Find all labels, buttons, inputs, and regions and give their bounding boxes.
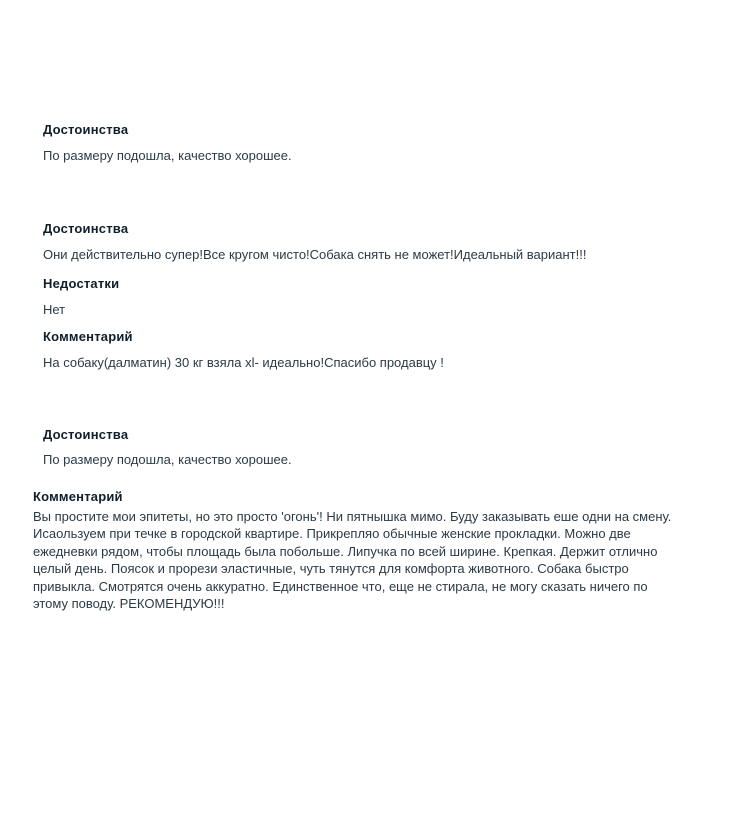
review-2-comment-text: На собаку(далматин) 30 кг взяла xl- идеально!Спасибо продавцу ! xyxy=(43,355,444,370)
review-1-advantages-text: По размеру подошла, качество хорошее. xyxy=(43,148,292,163)
review-4-comment-heading: Комментарий xyxy=(33,489,123,504)
review-3-advantages-text: По размеру подошла, качество хорошее. xyxy=(43,452,292,467)
review-2-disadvantages-heading: Недостатки xyxy=(43,276,120,291)
review-2-disadvantages-text: Нет xyxy=(43,302,66,317)
review-2-advantages-text: Они действительно супер!Все кругом чисто!Собака снять не может!Идеальный вариант!!! xyxy=(43,247,587,262)
review-3-advantages-heading: Достоинства xyxy=(43,427,129,442)
review-4-comment-text: Вы простите мои эпитеты, но это просто 'огонь'! Ни пятнышка мимо. Буду заказывать еше одни на смену. Исаользуем при течке в городской квартире. Прикрепляо обычные женские прокладки. Можно две ежедневки рядом, чтобы площадь была побольше. Липучка по всей ширине. Крепкая. Держит отлично целый день. Поясок и прорези эластичные, чуть тянутся для комфорта животного. Собака быстро привыкла. Смотрятся очень аккуратно. Единственное что, еще не стирала, не могу сказать ничего по этому поводу. РЕКОМЕНДУЮ!!! xyxy=(33,509,672,612)
review-2-comment-heading: Комментарий xyxy=(43,329,133,344)
review-1-advantages-heading: Достоинства xyxy=(43,122,129,137)
review-2-advantages-heading: Достоинства xyxy=(43,221,129,236)
